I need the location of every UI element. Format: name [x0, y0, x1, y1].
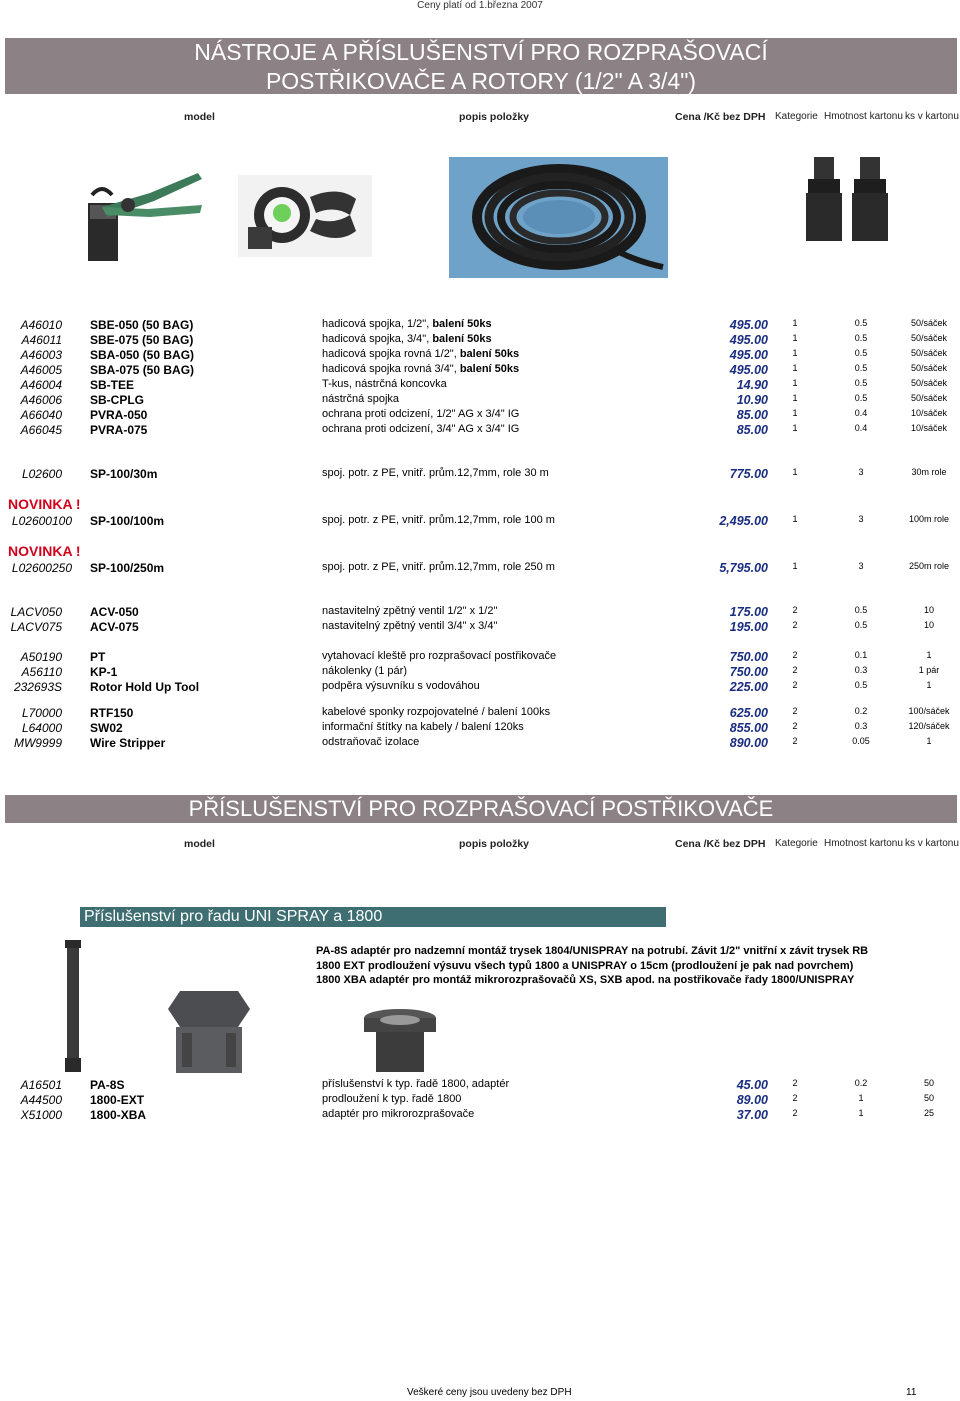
product-qty: 1 pár: [918, 665, 940, 675]
new-badge: NOVINKA !: [8, 496, 81, 512]
product-model: SP-100/30m: [90, 467, 158, 481]
product-code: A66040: [20, 408, 62, 422]
product-qty: 120/sáček: [908, 721, 950, 731]
subsection-bar: Příslušenství pro řadu UNI SPRAY a 1800: [80, 907, 666, 927]
product-model: SBE-050 (50 BAG): [90, 318, 194, 332]
spray-body-image: [360, 1008, 440, 1072]
product-qty: 1: [926, 736, 932, 746]
product-code: A56110: [21, 665, 62, 679]
product-qty: 10/sáček: [910, 423, 948, 433]
section-title-line2: POSTŘIKOVAČE A ROTORY (1/2" A 3/4"): [265, 68, 697, 94]
product-desc: spoj. potr. z PE, vnitř. prům.12,7mm, role 250 m: [322, 561, 555, 573]
product-price: 495.00: [729, 363, 768, 377]
product-weight: 0.4: [854, 423, 868, 433]
product-price: 750.00: [729, 650, 768, 664]
table-row: [0, 561, 960, 576]
product-category: 2: [792, 1078, 798, 1088]
product-weight: 1: [858, 1108, 864, 1118]
product-weight: 0.2: [854, 706, 868, 716]
col-header-price: Cena /Kč bez DPH: [675, 838, 766, 850]
product-model: SP-100/100m: [90, 514, 165, 528]
table-row: [0, 706, 960, 721]
product-model: PVRA-050: [90, 408, 148, 422]
product-category: 1: [792, 393, 798, 403]
product-desc: [322, 333, 492, 345]
product-price: 855.00: [729, 721, 768, 735]
accessory-description: [316, 944, 896, 988]
product-qty: 50/sáček: [910, 348, 948, 358]
product-category: 1: [792, 408, 798, 418]
desc-bold: balení 50ks: [459, 348, 520, 360]
product-desc: [322, 423, 519, 435]
col-header-weight: Hmotnost kartonu: [824, 111, 903, 122]
product-code: A46011: [21, 333, 62, 347]
col-header-model: model: [184, 838, 215, 850]
product-weight: 0.1: [854, 650, 868, 660]
product-qty: 1: [926, 680, 932, 690]
product-price: 2,495.00: [719, 514, 768, 528]
product-qty: 30m role: [911, 467, 947, 477]
product-code: LACV050: [10, 605, 62, 619]
product-qty: 10/sáček: [910, 408, 948, 418]
product-model: ACV-075: [90, 620, 139, 634]
product-desc: informační štítky na kabely / balení 120ks: [322, 721, 524, 733]
product-code: A44500: [20, 1093, 62, 1107]
product-category: 2: [792, 650, 798, 660]
desc-plain: nástrčná spojka: [322, 393, 400, 405]
product-price: 5,795.00: [719, 561, 768, 575]
product-model: PA-8S: [90, 1078, 125, 1092]
product-code: A46005: [20, 363, 62, 377]
table-row: [0, 393, 960, 408]
product-code: 232693S: [13, 680, 62, 694]
product-code: A66045: [20, 423, 62, 437]
product-qty: 50/sáček: [910, 378, 948, 388]
product-weight: 0.05: [852, 736, 870, 746]
footer-note: Veškeré ceny jsou uvedeny bez DPH: [407, 1387, 572, 1398]
section-title-line1: NÁSTROJE A PŘÍSLUŠENSTVÍ PRO ROZPRAŠOVACÍ: [194, 39, 768, 65]
desc-line: PA-8S adaptér pro nadzemní montáž trysek 1804/UNISPRAY na potrubí. Závit 1/2" vnitřní x závit trysek RB: [316, 945, 869, 957]
product-code: A16501: [20, 1078, 62, 1092]
product-model: SB-TEE: [90, 378, 135, 392]
product-desc: spoj. potr. z PE, vnitř. prům.12,7mm, role 100 m: [322, 514, 555, 526]
product-price: 89.00: [736, 1093, 768, 1107]
product-desc: spoj. potr. z PE, vnitř. prům.12,7mm, role 30 m: [322, 467, 549, 479]
product-qty: 50/sáček: [910, 363, 948, 373]
desc-plain: hadicová spojka, 3/4",: [322, 333, 433, 345]
product-weight: 3: [858, 561, 864, 571]
product-code: A46010: [20, 318, 62, 332]
product-qty: 100/sáček: [908, 706, 950, 716]
product-model: SBA-075 (50 BAG): [90, 363, 195, 377]
product-qty: 10: [923, 605, 934, 615]
product-price: 495.00: [729, 333, 768, 347]
product-price: 225.00: [729, 680, 768, 694]
table-row: [0, 605, 960, 620]
col-header-model: model: [184, 111, 215, 123]
product-desc: odstraňovač izolace: [322, 736, 420, 748]
product-price: 625.00: [729, 706, 768, 720]
product-code: A46004: [20, 378, 62, 392]
hex-adapter-image: [166, 985, 252, 1075]
product-weight: 0.5: [854, 378, 868, 388]
product-weight: 0.5: [854, 363, 868, 373]
product-code: L02600250: [11, 561, 72, 575]
table-row: [0, 467, 960, 482]
col-header-category: Kategorie: [775, 111, 818, 122]
product-desc: [322, 363, 519, 375]
product-category: 2: [792, 706, 798, 716]
product-code: A50190: [20, 650, 62, 664]
pliers-tool-image: [88, 165, 206, 265]
product-desc: [322, 378, 447, 390]
product-model: RTF150: [90, 706, 134, 720]
product-category: 1: [792, 423, 798, 433]
product-category: 1: [792, 333, 798, 343]
col-header-weight: Hmotnost kartonu: [824, 838, 903, 849]
product-desc: [322, 408, 519, 420]
product-category: 1: [792, 363, 798, 373]
product-model: SBE-075 (50 BAG): [90, 333, 194, 347]
product-price: 175.00: [729, 605, 768, 619]
desc-plain: T-kus, nástrčná koncovka: [322, 378, 447, 390]
validity-note: Ceny platí od 1.března 2007: [417, 0, 543, 11]
product-category: 2: [792, 620, 798, 630]
desc-plain: hadicová spojka rovná 3/4",: [322, 363, 460, 375]
product-category: 2: [792, 736, 798, 746]
product-model: SP-100/250m: [90, 561, 165, 575]
col-header-desc: popis položky: [459, 838, 530, 850]
section-banner: [5, 38, 957, 94]
product-price: 890.00: [729, 736, 768, 750]
table-row: [0, 620, 960, 635]
product-weight: 0.2: [854, 1078, 868, 1088]
product-category: 1: [792, 514, 798, 524]
new-badge: NOVINKA !: [8, 543, 81, 559]
col-header-price: Cena /Kč bez DPH: [675, 111, 766, 123]
product-model: KP-1: [90, 665, 118, 679]
product-desc: nastavitelný zpětný ventil 3/4" x 3/4": [322, 620, 498, 632]
table-row: [0, 333, 960, 348]
product-category: 2: [792, 605, 798, 615]
product-code: A46003: [20, 348, 62, 362]
product-price: 85.00: [736, 423, 768, 437]
product-desc: adaptér pro mikrorozprašovače: [322, 1108, 475, 1120]
product-desc: [322, 393, 399, 405]
desc-bold: balení 50ks: [459, 363, 520, 375]
product-qty: 50: [923, 1093, 934, 1103]
product-model: ACV-050: [90, 605, 139, 619]
product-code: L64000: [21, 721, 62, 735]
table-row: [0, 318, 960, 333]
adapter-fittings-image: [800, 157, 894, 243]
extension-riser-image: [62, 940, 84, 1072]
product-weight: 0.5: [854, 318, 868, 328]
product-desc: podpěra výsuvníku s vodováhou: [322, 680, 480, 692]
product-code: X51000: [20, 1108, 62, 1122]
product-desc: [322, 348, 519, 360]
product-model: SW02: [90, 721, 123, 735]
product-price: 10.90: [736, 393, 768, 407]
product-price: 45.00: [736, 1078, 768, 1092]
product-price: 195.00: [729, 620, 768, 634]
table-row: [0, 378, 960, 393]
desc-plain: hadicová spojka, 1/2",: [322, 318, 433, 330]
product-category: 1: [792, 561, 798, 571]
product-category: 1: [792, 348, 798, 358]
product-qty: 1: [926, 650, 932, 660]
product-category: 1: [792, 467, 798, 477]
product-desc: kabelové sponky rozpojovatelné / balení 100ks: [322, 706, 551, 718]
desc-plain: ochrana proti odcizení, 1/2" AG x 3/4" IG: [322, 408, 520, 420]
product-desc: nastavitelný zpětný ventil 1/2" x 1/2": [322, 605, 498, 617]
hose-coil-image: [449, 157, 668, 278]
product-qty: 10: [923, 620, 934, 630]
col-header-qty: ks v kartonu: [905, 838, 959, 849]
product-qty: 100m role: [908, 514, 950, 524]
product-price: 85.00: [736, 408, 768, 422]
table-row: [0, 721, 960, 736]
product-desc: prodloužení k typ. řadě 1800: [322, 1093, 462, 1105]
table-row: [0, 363, 960, 378]
product-desc: vytahovací kleště pro rozprašovací postřikovače: [322, 650, 557, 662]
product-category: 2: [792, 1093, 798, 1103]
desc-line: 1800 EXT prodloužení výsuvu všech typů 1800 a UNISPRAY o 15cm (prodloužení je pak nad povrchem): [316, 959, 854, 972]
desc-bold: balení 50ks: [432, 318, 492, 330]
product-code: LACV075: [10, 620, 62, 634]
product-weight: 0.5: [854, 680, 868, 690]
product-price: 750.00: [729, 665, 768, 679]
product-weight: 0.3: [854, 721, 868, 731]
level-clip-image: [238, 175, 372, 257]
desc-bold: balení 50ks: [432, 333, 492, 345]
desc-plain: hadicová spojka rovná 1/2",: [322, 348, 460, 360]
product-weight: 0.5: [854, 605, 868, 615]
product-qty: 50/sáček: [910, 333, 948, 343]
product-price: 775.00: [729, 467, 768, 481]
product-model: 1800-EXT: [90, 1093, 145, 1107]
product-qty: 25: [923, 1108, 934, 1118]
product-weight: 0.5: [854, 620, 868, 630]
col-header-category: Kategorie: [775, 838, 818, 849]
product-model: SB-CPLG: [90, 393, 144, 407]
page-number: 11: [906, 1387, 917, 1398]
product-category: 2: [792, 665, 798, 675]
product-model: Wire Stripper: [90, 736, 166, 750]
table-row: [0, 665, 960, 680]
product-desc: příslušenství k typ. řadě 1800, adaptér: [322, 1078, 510, 1090]
desc-line: 1800 XBA adaptér pro montáž mikrorozprašovačů XS, SXB apod. na postřikovače řady 1800/UNISPRAY: [316, 974, 855, 986]
product-category: 1: [792, 318, 798, 328]
product-qty: 50/sáček: [910, 318, 948, 328]
product-model: 1800-XBA: [90, 1108, 147, 1122]
table-row: [0, 680, 960, 695]
product-qty: 250m role: [908, 561, 950, 571]
product-category: 2: [792, 721, 798, 731]
product-code: A46006: [20, 393, 62, 407]
section2-banner: PŘÍSLUŠENSTVÍ PRO ROZPRAŠOVACÍ POSTŘIKOVAČE: [5, 795, 957, 823]
table-row: [0, 650, 960, 665]
product-desc: [322, 318, 492, 330]
product-model: Rotor Hold Up Tool: [90, 680, 200, 694]
product-qty: 50/sáček: [910, 393, 948, 403]
product-category: 2: [792, 680, 798, 690]
product-desc: nákolenky (1 pár): [322, 665, 407, 677]
product-weight: 1: [858, 1093, 864, 1103]
product-price: 495.00: [729, 348, 768, 362]
product-weight: 3: [858, 467, 864, 477]
product-weight: 0.5: [854, 393, 868, 403]
product-price: 37.00: [736, 1108, 768, 1122]
table-row: [0, 736, 960, 751]
product-category: 1: [792, 378, 798, 388]
product-price: 14.90: [736, 378, 768, 392]
product-weight: 3: [858, 514, 864, 524]
table-row: [0, 1078, 960, 1093]
product-weight: 0.5: [854, 348, 868, 358]
product-model: SBA-050 (50 BAG): [90, 348, 195, 362]
product-code: MW9999: [13, 736, 62, 750]
product-code: L02600: [21, 467, 62, 481]
product-category: 2: [792, 1108, 798, 1118]
product-weight: 0.5: [854, 333, 868, 343]
product-code: L02600100: [11, 514, 72, 528]
product-qty: 50: [923, 1078, 934, 1088]
desc-plain: ochrana proti odcizení, 3/4" AG x 3/4" IG: [322, 423, 520, 435]
product-price: 495.00: [729, 318, 768, 332]
col-header-qty: ks v kartonu: [905, 111, 959, 122]
table-row: [0, 423, 960, 438]
product-weight: 0.3: [854, 665, 868, 675]
product-model: PT: [90, 650, 106, 664]
table-row: [0, 1108, 960, 1123]
product-model: PVRA-075: [90, 423, 148, 437]
table-row: [0, 514, 960, 529]
table-row: [0, 348, 960, 363]
product-weight: 0.4: [854, 408, 868, 418]
col-header-desc: popis položky: [459, 111, 530, 123]
product-code: L70000: [21, 706, 62, 720]
table-row: [0, 408, 960, 423]
table-row: [0, 1093, 960, 1108]
